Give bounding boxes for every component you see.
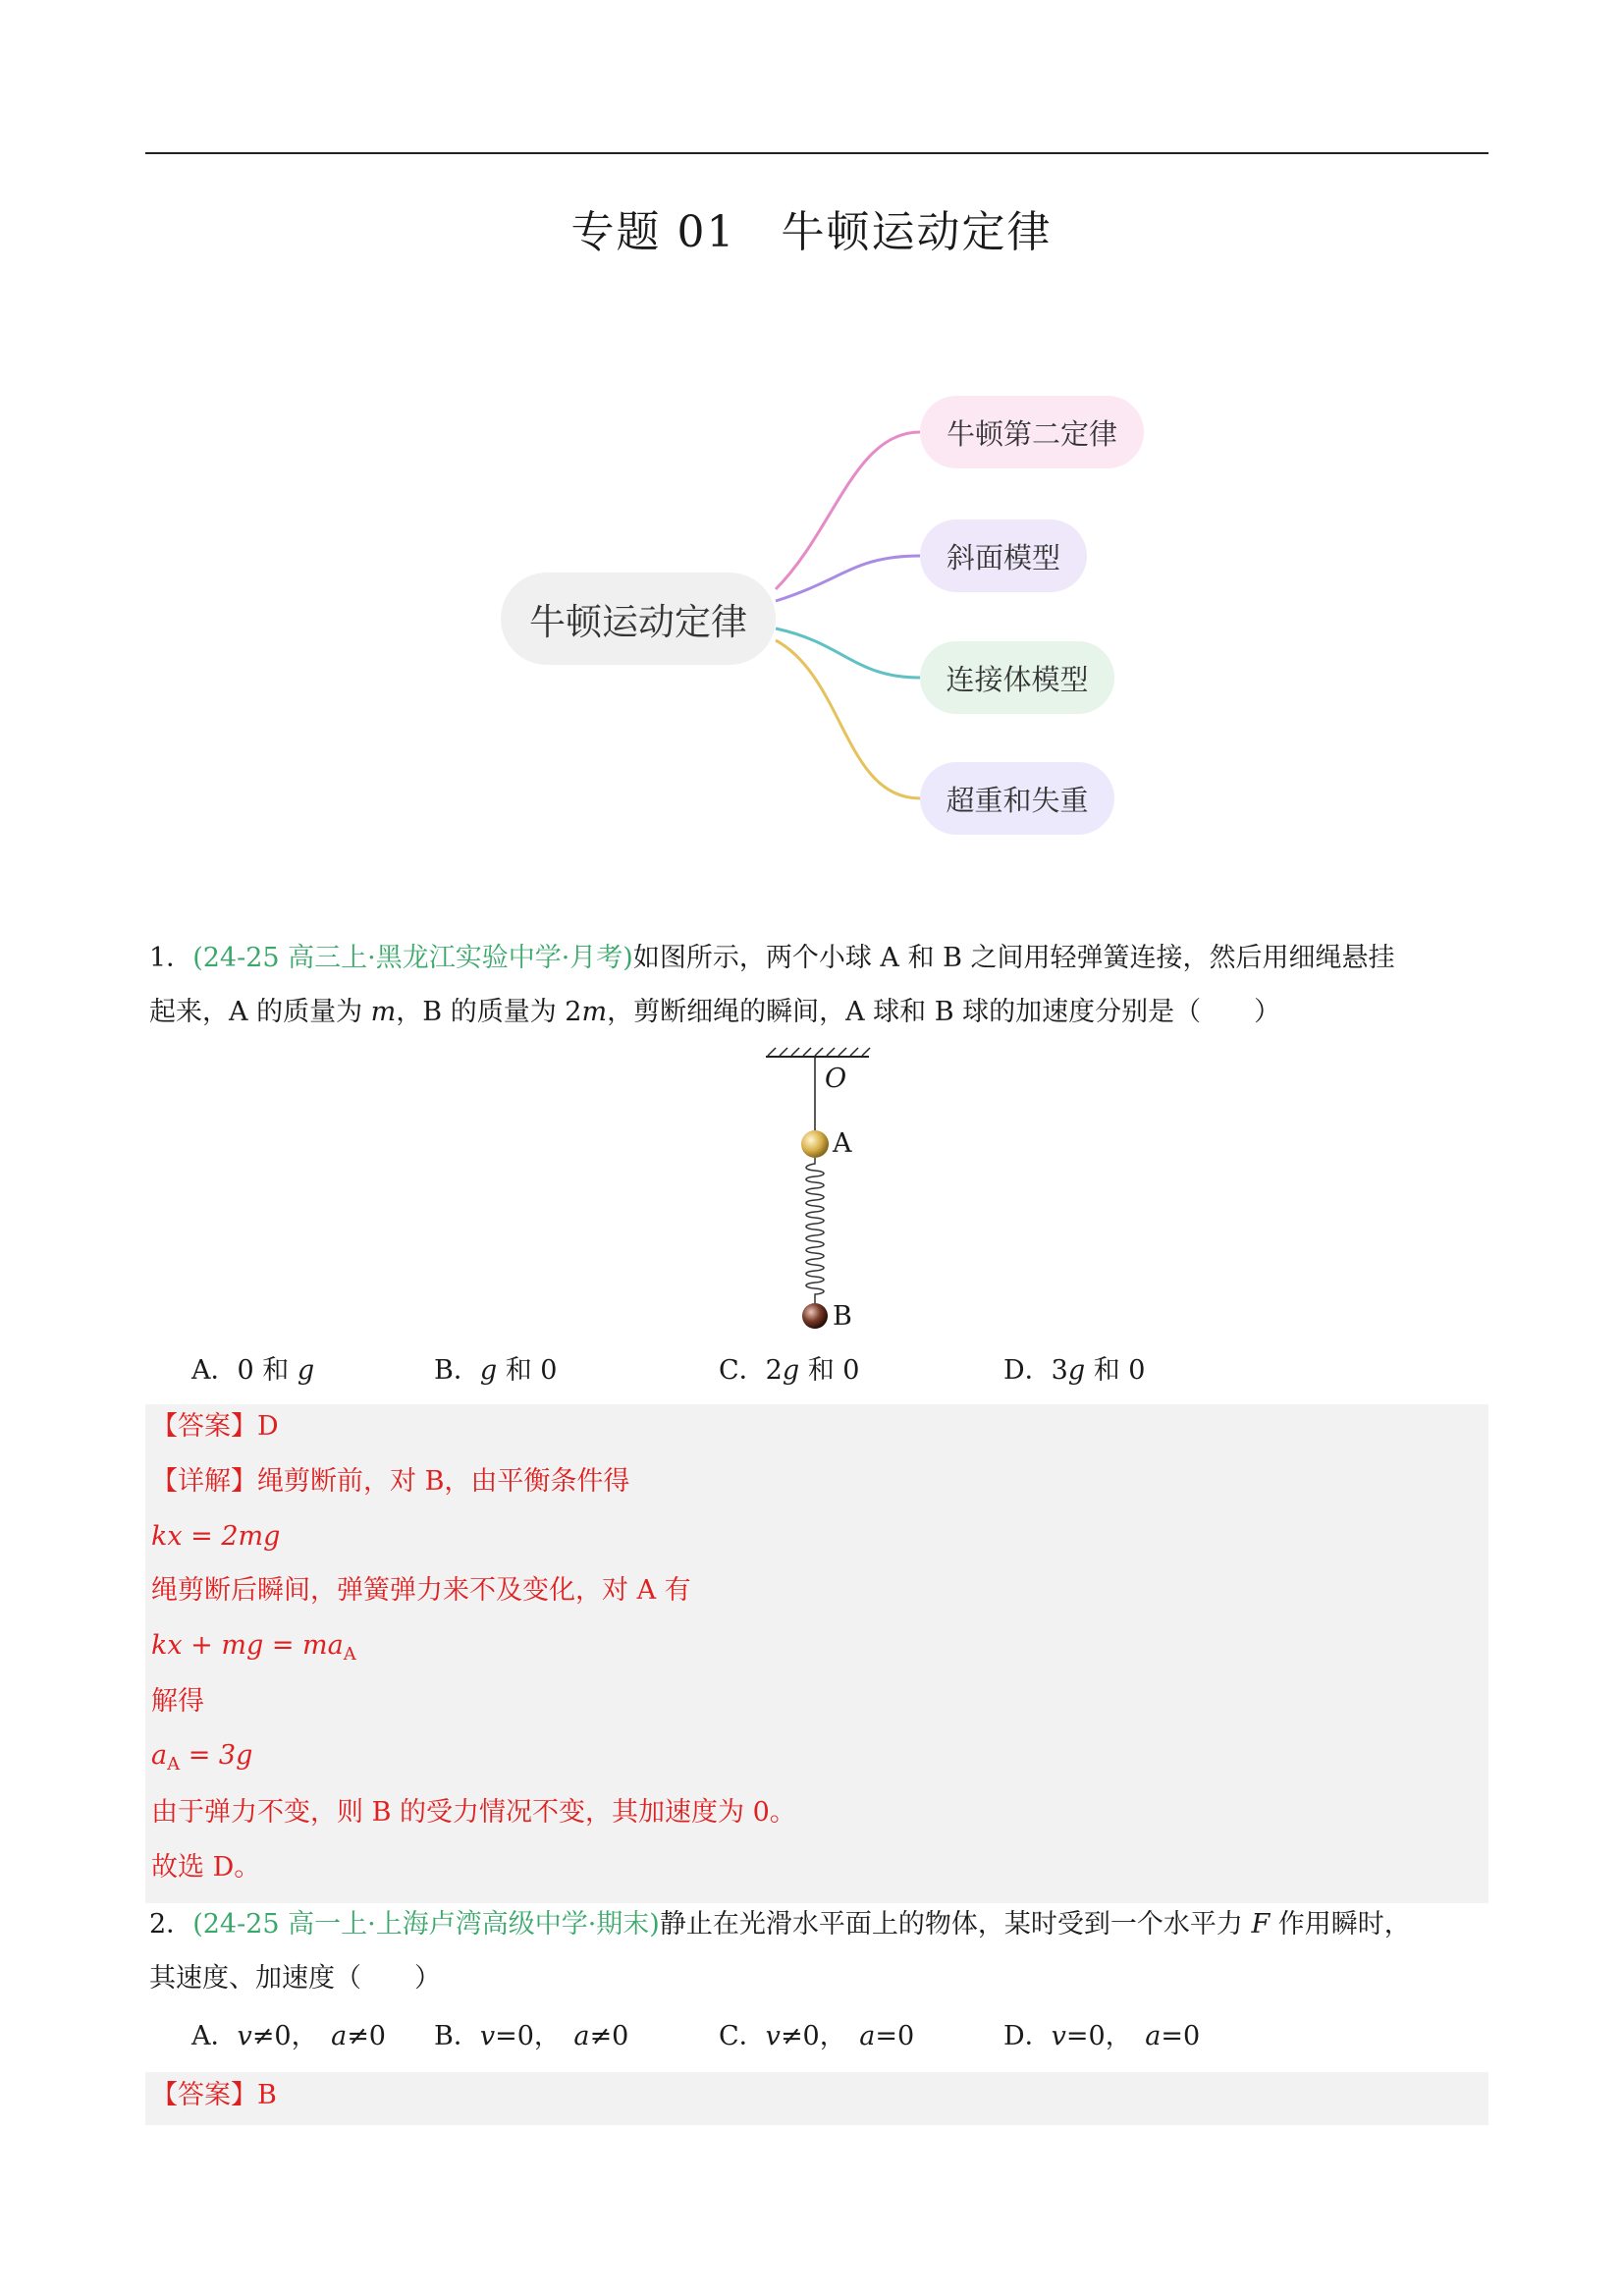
q2-option-d[interactable]: [1003, 2019, 1200, 2054]
q1-conclusion: 由于弹力不变，则 B 的受力情况不变，其加速度为 0。: [151, 1797, 796, 1828]
q2-option-d-label: D．: [1003, 2021, 1052, 2051]
q2-answer-box: [145, 2072, 1488, 2125]
ceiling-hatch: [768, 1048, 870, 1056]
mind-map-branch-newton-second-law: 牛顿第二定律: [920, 396, 1144, 468]
q1-equation-3-a: a: [151, 1740, 168, 1771]
label-o: O: [825, 1064, 847, 1094]
q2-source: (24-25 高一上·上海卢湾高级中学·期末): [192, 1909, 660, 1940]
q1-equation-2-sub: A: [343, 1644, 356, 1665]
q1-option-a-var: g: [297, 1355, 315, 1386]
q2-option-a-mid: ≠0，: [251, 2021, 332, 2051]
q2-line-1: [149, 1907, 1411, 1942]
q2-option-a-label: A．: [191, 2021, 238, 2051]
q2-option-d-end: =0: [1161, 2021, 1201, 2051]
label-b: B: [833, 1301, 852, 1332]
q1-option-b[interactable]: [434, 1353, 557, 1389]
q1-equation-2: [151, 1628, 356, 1672]
mind-map-branch-incline-model: 斜面模型: [920, 519, 1087, 592]
q1-line-1: [149, 941, 1395, 976]
q2-option-b-mid: =0，: [495, 2021, 574, 2051]
ball-a: [801, 1130, 829, 1158]
q1-source: (24-25 高三上·黑龙江实验中学·月考): [192, 943, 633, 973]
q1-option-b-var: g: [479, 1355, 498, 1386]
q1-option-c-label: C．2: [719, 1355, 783, 1386]
q2-number: 2．: [149, 1909, 193, 1940]
q1-text-2c: ，B 的质量为 2: [396, 997, 582, 1027]
connector-1: [776, 432, 920, 589]
q1-explanation-header: 【详解】绳剪断前，对 B，由平衡条件得: [151, 1466, 630, 1497]
q1-option-b-rest: 和 0: [497, 1355, 558, 1386]
q1-option-c-rest: 和 0: [799, 1355, 860, 1386]
q1-equation-3-sub: A: [167, 1754, 181, 1775]
q1-option-d-var: g: [1067, 1355, 1086, 1386]
q1-var-2m: m: [581, 997, 608, 1027]
q2-option-b-label: B．: [434, 2021, 480, 2051]
mind-map-branch-overweight-weightless: 超重和失重: [920, 762, 1114, 835]
q2-option-b-end: ≠0: [589, 2021, 629, 2051]
q1-text-1: 如图所示，两个小球 A 和 B 之间用轻弹簧连接，然后用细绳悬挂: [632, 943, 1395, 973]
q1-answer-box: [145, 1404, 1488, 1903]
page-title: 专题 01 牛顿运动定律: [570, 207, 1053, 257]
q1-var-m: m: [370, 997, 397, 1027]
q1-option-b-label: B．: [434, 1355, 480, 1386]
q1-equation-2-main: kx + mg = ma: [151, 1630, 344, 1661]
q1-final-choice: 故选 D。: [151, 1852, 261, 1883]
header-rule: [145, 152, 1488, 154]
mind-map: [481, 383, 1168, 854]
ball-b: [802, 1303, 828, 1329]
q1-option-d[interactable]: [1003, 1353, 1145, 1389]
mind-map-root: 牛顿运动定律: [501, 573, 776, 665]
q1-option-a[interactable]: [191, 1353, 314, 1389]
q1-option-d-rest: 和 0: [1085, 1355, 1146, 1386]
mind-map-branch-connected-bodies: 连接体模型: [920, 641, 1114, 714]
q2-option-a[interactable]: [191, 2019, 386, 2054]
q2-option-c-label: C．: [719, 2021, 766, 2051]
q1-line-2: [149, 995, 1280, 1030]
q2-option-c-a: a: [859, 2021, 876, 2051]
q2-option-b-a: a: [573, 2021, 590, 2051]
q2-var-f: F: [1251, 1909, 1271, 1940]
q1-option-c-var: g: [782, 1355, 800, 1386]
q2-text-1c: 作用瞬时，: [1270, 1909, 1411, 1940]
q1-solve-label: 解得: [151, 1686, 204, 1717]
q2-option-a-v: v: [237, 2021, 252, 2051]
q2-option-c-end: =0: [875, 2021, 915, 2051]
spring-figure: [756, 1046, 884, 1340]
q1-equation-3: [151, 1738, 252, 1782]
label-a: A: [833, 1128, 852, 1159]
q1-explanation-line-3: 绳剪断后瞬间，弹簧弹力来不及变化，对 A 有: [151, 1575, 691, 1606]
q1-text-2e: ，剪断细绳的瞬间，A 球和 B 球的加速度分别是（ ）: [607, 997, 1281, 1027]
q2-option-c-v: v: [765, 2021, 781, 2051]
q1-text-2a: 起来，A 的质量为: [149, 997, 371, 1027]
spring-diagram: [756, 1046, 884, 1340]
connector-3: [776, 629, 920, 678]
q1-equation-1: kx = 2mg: [151, 1521, 281, 1552]
q2-option-b[interactable]: [434, 2019, 628, 2054]
q2-option-c-mid: ≠0，: [780, 2021, 860, 2051]
q2-option-d-a: a: [1145, 2021, 1162, 2051]
q1-answer: 【答案】D: [151, 1411, 279, 1442]
q2-option-a-a: a: [331, 2021, 348, 2051]
q2-option-a-end: ≠0: [347, 2021, 386, 2051]
spring-coil: [806, 1158, 824, 1303]
q2-line-2: 其速度、加速度（ ）: [149, 1963, 441, 1994]
q2-option-b-v: v: [479, 2021, 496, 2051]
q2-text-1a: 静止在光滑水平面上的物体，某时受到一个水平力: [659, 1909, 1252, 1940]
q2-answer: 【答案】B: [151, 2080, 277, 2110]
q1-option-c[interactable]: [719, 1353, 859, 1389]
connector-4: [776, 640, 920, 798]
q1-option-d-label: D．3: [1003, 1355, 1068, 1386]
q1-option-a-label: A．0 和: [191, 1355, 298, 1386]
q2-option-d-v: v: [1051, 2021, 1066, 2051]
q1-number: 1．: [149, 943, 193, 973]
q2-option-c[interactable]: [719, 2019, 914, 2054]
q1-equation-3-rest: = 3g: [180, 1740, 253, 1771]
q2-option-d-mid: =0，: [1065, 2021, 1146, 2051]
